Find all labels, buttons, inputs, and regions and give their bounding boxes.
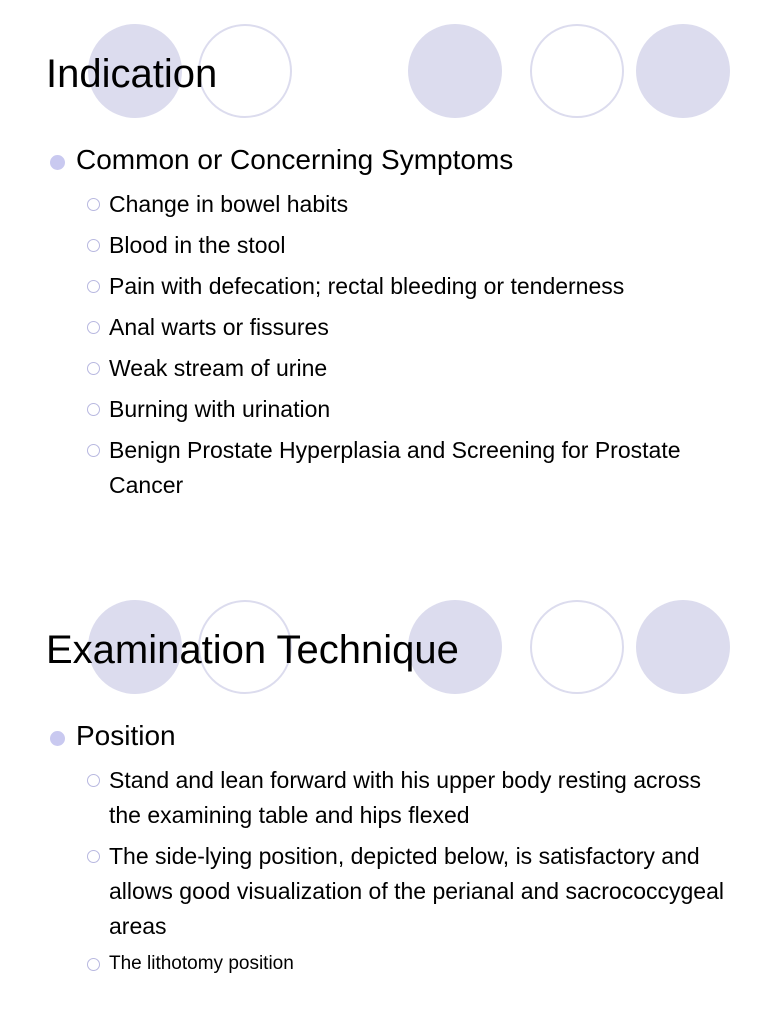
ring-bullet-icon [87,239,100,252]
ring-bullet-icon [87,198,100,211]
decorative-filled-circle [408,24,502,118]
list-item [86,187,736,222]
list-item [86,351,736,386]
ring-bullet-icon [87,321,100,334]
list-item [86,310,736,345]
list-item-text: Pain with defecation; rectal bleeding or tenderness [109,273,625,299]
decorative-ring-circle [530,600,624,694]
filled-bullet-icon [50,731,65,746]
ring-bullet-icon [87,280,100,293]
decorative-filled-circle [636,24,730,118]
main-bullet-text: Position [76,720,176,751]
slide-title: Indication [46,52,218,96]
list-item [86,433,736,503]
ring-bullet-icon [87,958,100,971]
ring-bullet-icon [87,850,100,863]
list-item-text: Change in bowel habits [109,191,349,217]
ring-bullet-icon [87,403,100,416]
list-item [86,763,736,833]
list-item-text: The lithotomy position [109,953,294,974]
position-list [86,763,736,984]
list-item [86,228,736,263]
symptom-list [86,187,736,509]
list-item-text: Blood in the stool [109,232,286,258]
list-item [86,950,736,978]
list-item-text: Benign Prostate Hyperplasia and Screening for Prostate Cancer [109,437,681,498]
list-item-text: The side-lying position, depicted below, is satisfactory and allows good visualization of the perianal and sacrococcygeal areas [109,843,724,939]
ring-bullet-icon [87,774,100,787]
decorative-filled-circle [636,600,730,694]
list-item [86,269,736,304]
list-item [86,839,736,944]
ring-bullet-icon [87,444,100,457]
slide-title: Examination Technique [46,628,459,672]
list-item-text: Weak stream of urine [109,355,328,381]
ring-bullet-icon [87,362,100,375]
list-item-text: Anal warts or fissures [109,314,329,340]
list-item [86,392,736,427]
main-bullet-text: Common or Concerning Symptoms [76,144,514,175]
filled-bullet-icon [50,155,65,170]
slide-examination-technique [0,576,768,1024]
decorative-ring-circle [530,24,624,118]
list-item-text: Stand and lean forward with his upper body resting across the examining table and hips flexed [109,767,701,828]
list-item-text: Burning with urination [109,396,331,422]
